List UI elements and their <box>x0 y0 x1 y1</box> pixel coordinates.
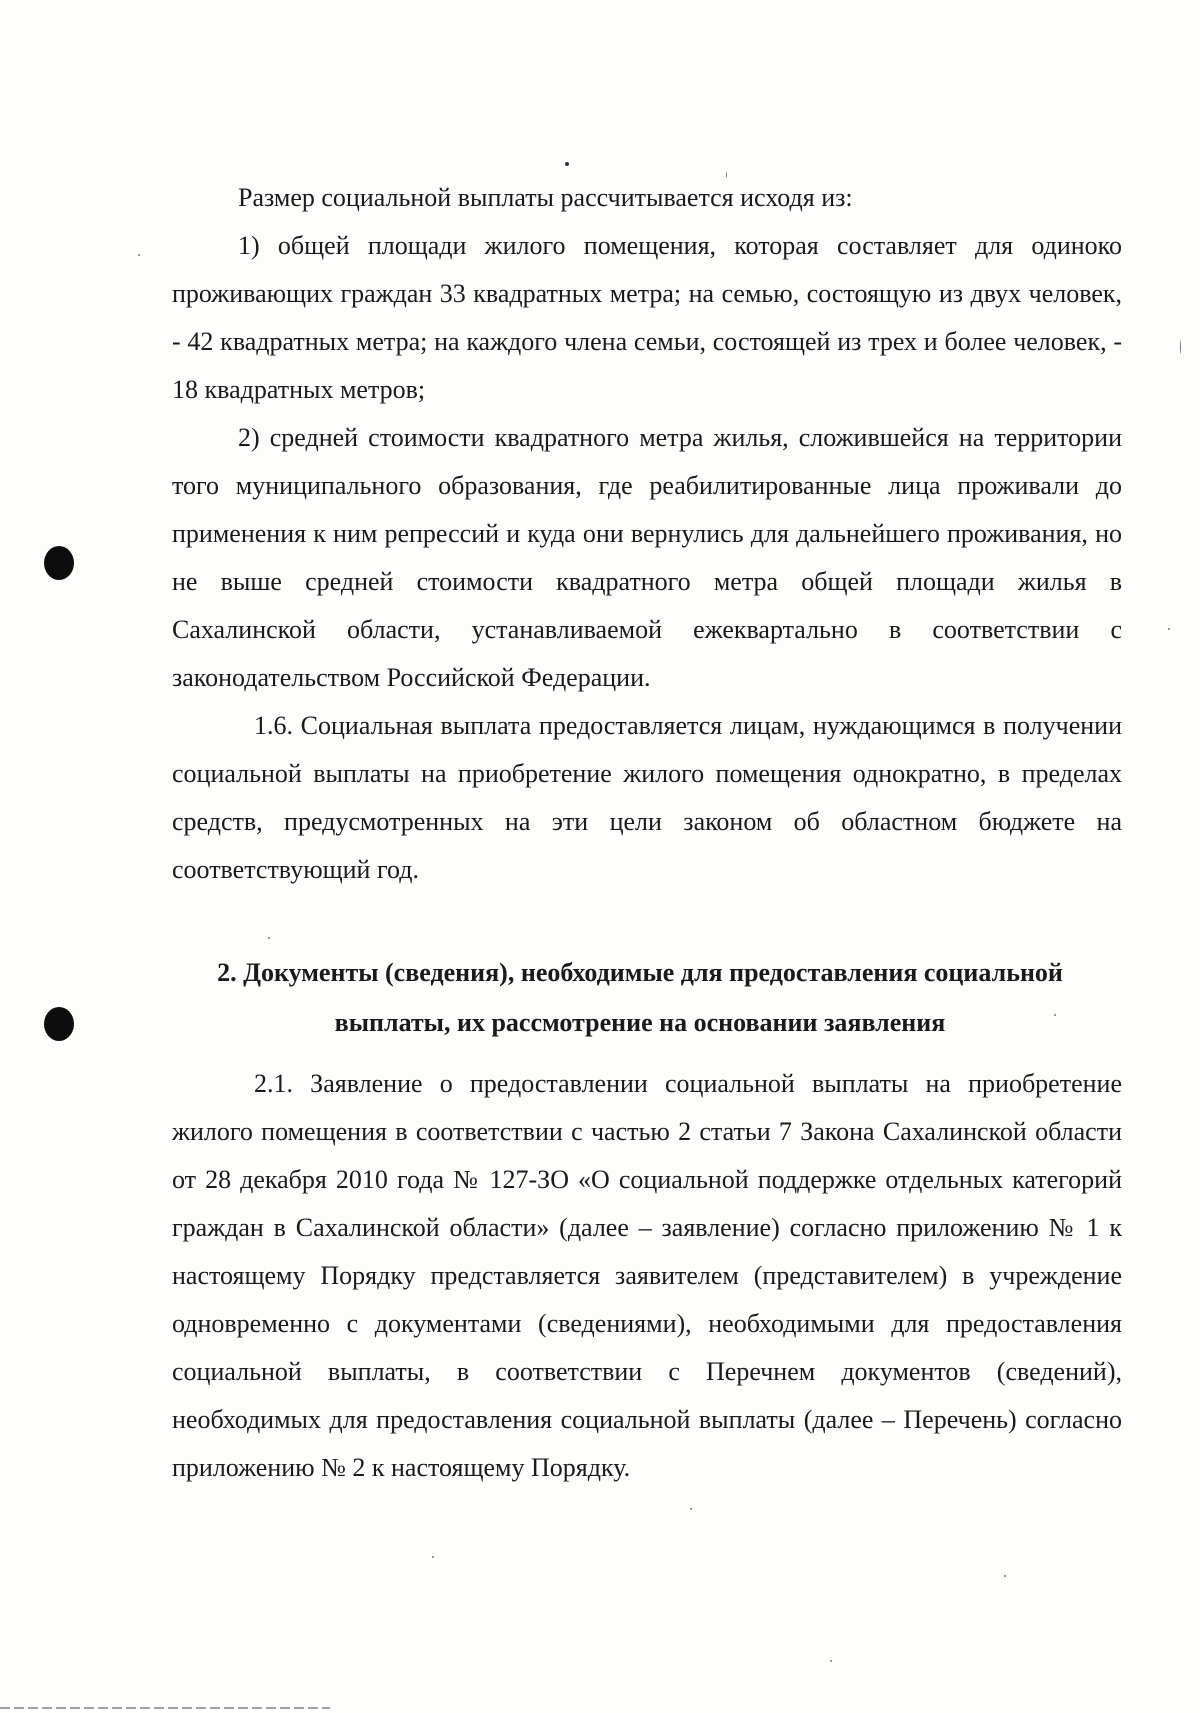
scan-speck <box>1168 628 1170 630</box>
scan-speck <box>1004 1575 1006 1577</box>
paragraph-clause-1-6: 1.6. Социальная выплата предоставляется лицам, нуждающимся в получении социальной выплаты на приобретение жилого помещения однократно, в пределах средств, предусмотренных на эти цели законом об областном бюджете на соответствующий год. <box>172 711 1122 884</box>
paragraph-intro: Размер социальной выплаты рассчитывается исходя из: <box>238 183 853 212</box>
paragraph-item-2: 2) средней стоимости квадратного метра жилья, сложившейся на территории того муниципального образования, где реабилитированные лица проживали до применения к ним репрессий и куда они вернулись для дальнейшего проживания, но не выше средней стоимости квадратного метра общей площади жилья в Сахалинской области, устанавливаемой ежеквартально в соответствии с законодательством Российской Федерации. <box>172 423 1122 692</box>
paragraph-clause-2-1: 2.1. Заявление о предоставлении социальной выплаты на приобретение жилого помещения в соответствии с частью 2 статьи 7 Закона Сахалинской области от 28 декабря 2010 года № 127-ЗО «О социальной поддержке отдельных категорий граждан в Сахалинской области» (далее – заявление) согласно приложению № 1 к настоящему Порядку представляется заявителем (представителем) в учреждение одновременно с документами (сведениями), необходимыми для предоставления социальной выплаты, в соответствии с Перечнем документов (сведений), необходимых для предоставления социальной выплаты (далее – Перечень) согласно приложению № 2 к настоящему Порядку. <box>172 1069 1122 1482</box>
section-2-heading-line-2: выплаты, их рассмотрение на основании заявления <box>334 1008 946 1037</box>
binder-hole-bottom <box>44 1007 74 1041</box>
section-2-body <box>172 1060 1122 1492</box>
scan-speck <box>1180 340 1181 354</box>
scan-edge-artifact <box>0 1707 330 1709</box>
scan-speck <box>138 254 140 256</box>
scan-speck <box>432 1556 434 1558</box>
section-2-heading <box>160 948 1120 1048</box>
section-1-body <box>172 174 1122 894</box>
scan-speck <box>268 937 270 939</box>
binder-hole-top <box>44 546 74 580</box>
scan-speck <box>690 1508 692 1510</box>
scan-speck <box>830 1660 832 1662</box>
paragraph-item-1: 1) общей площади жилого помещения, которая составляет для одиноко проживающих граждан 33 квадратных метра; на семью, состоящую из двух человек, - 42 квадратных метра; на каждого члена семьи, состоящей из трех и более человек, - 18 квадратных метров; <box>172 231 1122 404</box>
scan-speck <box>565 162 569 166</box>
section-2-heading-line-1: 2. Документы (сведения), необходимые для предоставления социальной <box>217 958 1063 987</box>
